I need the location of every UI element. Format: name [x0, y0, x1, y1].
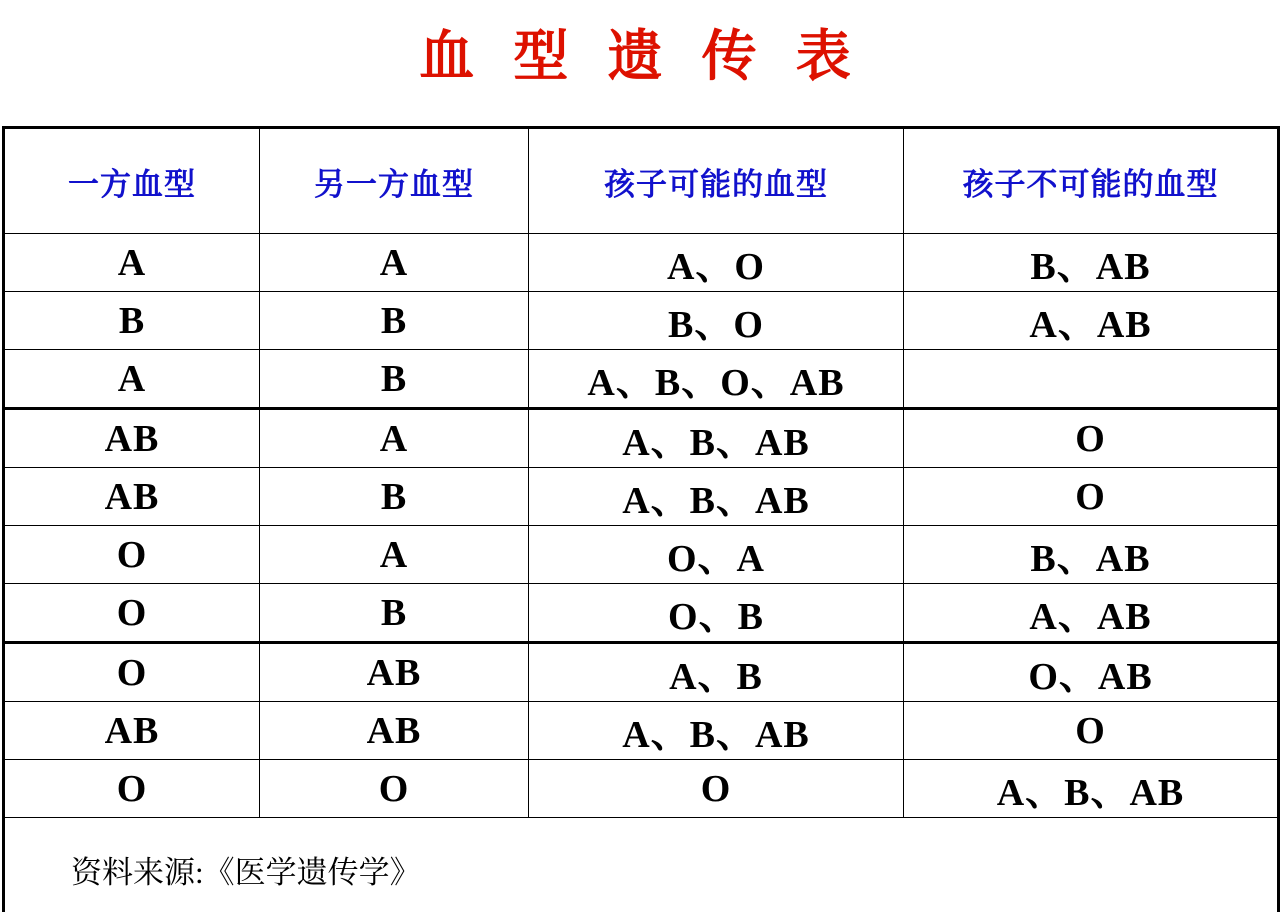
table-row [4, 468, 1279, 526]
table-row [4, 526, 1279, 584]
cell-impossible: O [904, 409, 1279, 468]
source-note: 资料来源:《医学遗传学》 [4, 818, 1279, 912]
cell-possible: A、O [529, 234, 904, 292]
cell-possible: O、B [529, 584, 904, 643]
table-row [4, 350, 1279, 409]
cell-impossible: B、AB [904, 234, 1279, 292]
cell-parent1: O [4, 760, 260, 818]
cell-parent1: B [4, 292, 260, 350]
source-row [4, 818, 1279, 912]
table-row [4, 643, 1279, 702]
cell-parent2: A [260, 526, 529, 584]
cell-parent2: B [260, 292, 529, 350]
cell-parent2: A [260, 409, 529, 468]
cell-possible: A、B [529, 643, 904, 702]
cell-parent1: A [4, 234, 260, 292]
cell-parent1: O [4, 584, 260, 643]
header-impossible: 孩子不可能的血型 [904, 128, 1279, 234]
cell-parent1: A [4, 350, 260, 409]
cell-parent2: O [260, 760, 529, 818]
cell-parent2: AB [260, 643, 529, 702]
cell-impossible: B、AB [904, 526, 1279, 584]
cell-possible: B、O [529, 292, 904, 350]
cell-impossible: A、AB [904, 292, 1279, 350]
header-parent1: 一方血型 [4, 128, 260, 234]
header-parent2: 另一方血型 [260, 128, 529, 234]
cell-impossible: O、AB [904, 643, 1279, 702]
cell-parent2: B [260, 584, 529, 643]
cell-parent2: B [260, 350, 529, 409]
cell-impossible: A、AB [904, 584, 1279, 643]
cell-possible: A、B、AB [529, 468, 904, 526]
cell-impossible [904, 350, 1279, 409]
cell-possible: A、B、AB [529, 702, 904, 760]
cell-parent2: B [260, 468, 529, 526]
cell-possible: O [529, 760, 904, 818]
table-row [4, 702, 1279, 760]
cell-parent2: AB [260, 702, 529, 760]
table-row [4, 584, 1279, 643]
cell-parent1: AB [4, 468, 260, 526]
cell-impossible: O [904, 702, 1279, 760]
table-body [4, 234, 1279, 818]
cell-possible: A、B、AB [529, 409, 904, 468]
cell-parent2: A [260, 234, 529, 292]
cell-parent1: O [4, 643, 260, 702]
cell-possible: A、B、O、AB [529, 350, 904, 409]
table-row [4, 234, 1279, 292]
cell-possible: O、A [529, 526, 904, 584]
table-header-row [4, 128, 1279, 234]
page-title: 血 型 遗 传 表 [419, 23, 861, 88]
cell-parent1: AB [4, 409, 260, 468]
cell-impossible: A、B、AB [904, 760, 1279, 818]
cell-parent1: AB [4, 702, 260, 760]
cell-impossible: O [904, 468, 1279, 526]
cell-parent1: O [4, 526, 260, 584]
table-row [4, 409, 1279, 468]
blood-type-inheritance-table [2, 126, 1280, 912]
header-possible: 孩子可能的血型 [529, 128, 904, 234]
table-row [4, 760, 1279, 818]
table-row [4, 292, 1279, 350]
